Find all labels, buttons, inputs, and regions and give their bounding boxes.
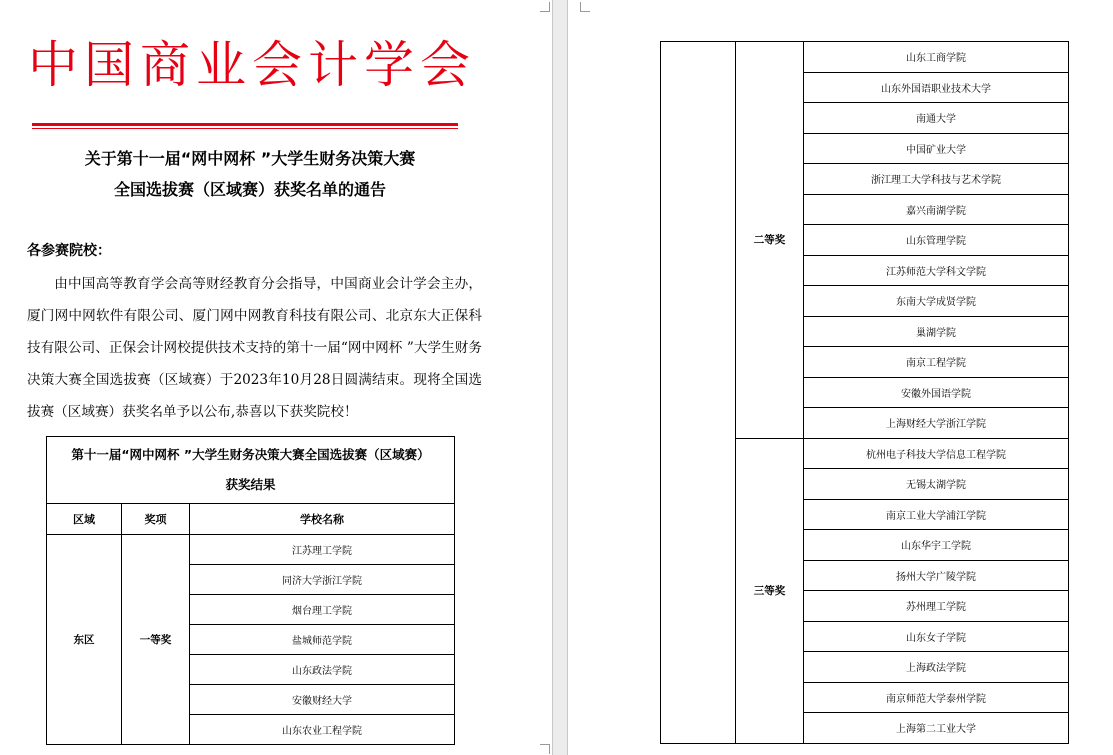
column-header-award: 奖项: [122, 504, 190, 535]
school-name-cell: 安徽外国语学院: [804, 377, 1069, 408]
school-name-cell: 嘉兴南湖学院: [804, 194, 1069, 225]
school-name-cell: 山东外国语职业技术大学: [804, 72, 1069, 103]
school-name-cell: 南京工业大学浦江学院: [804, 499, 1069, 530]
school-name-cell: 上海政法学院: [804, 652, 1069, 683]
document-page-left: [0, 0, 552, 755]
school-name-cell: 山东华宇工学院: [804, 530, 1069, 561]
school-name-cell: 山东农业工程学院: [190, 715, 455, 745]
notice-title-line-1: 关于第十一届“网中网杯 ”大学生财务决策大赛: [84, 149, 416, 168]
page-corner-mark: [580, 2, 590, 12]
table-caption: [47, 437, 455, 504]
school-name-cell: 中国矿业大学: [804, 133, 1069, 164]
school-name-cell: 安徽财经大学: [190, 685, 455, 715]
organization-letterhead: 中国商业会计学会: [28, 36, 476, 94]
school-name-cell: 江苏理工学院: [190, 535, 455, 565]
school-name-cell: 上海财经大学浙江学院: [804, 408, 1069, 439]
school-name-cell: 盐城师范学院: [190, 625, 455, 655]
table-row: [47, 535, 455, 565]
school-name-cell: 扬州大学广陵学院: [804, 560, 1069, 591]
page-corner-mark: [540, 2, 550, 12]
school-name-cell: 烟台理工学院: [190, 595, 455, 625]
school-name-cell: 巢湖学院: [804, 316, 1069, 347]
school-name-cell: 无锡太湖学院: [804, 469, 1069, 500]
school-name-cell: 南京师范大学泰州学院: [804, 682, 1069, 713]
table-caption-line-1: 第十一届“网中网杯 ”大学生财务决策大赛全国选拔赛（区域赛）: [71, 447, 430, 462]
page-edge-left: [552, 0, 553, 755]
award-cell: 一等奖: [122, 535, 190, 745]
school-name-cell: 山东政法学院: [190, 655, 455, 685]
table-caption-row: [47, 437, 455, 504]
award-cell: 二等奖: [736, 42, 804, 439]
school-name-cell: 江苏师范大学科文学院: [804, 255, 1069, 286]
school-name-cell: 南通大学: [804, 103, 1069, 134]
letterhead-rule-thick: [32, 123, 458, 126]
table-row: [661, 42, 1069, 73]
awards-table-page-1: [46, 436, 455, 745]
school-name-cell: 同济大学浙江学院: [190, 565, 455, 595]
table-caption-line-2: 获奖结果: [225, 477, 276, 492]
region-cell-continued: [661, 42, 736, 744]
awards-table-page-2: [660, 41, 1069, 744]
school-name-cell: 山东工商学院: [804, 42, 1069, 73]
school-name-cell: 苏州理工学院: [804, 591, 1069, 622]
school-name-cell: 杭州电子科技大学信息工程学院: [804, 438, 1069, 469]
award-cell: 三等奖: [736, 438, 804, 743]
school-name-cell: 浙江理工大学科技与艺术学院: [804, 164, 1069, 195]
region-cell: 东区: [47, 535, 122, 745]
page-corner-mark: [540, 744, 550, 754]
column-header-school: 学校名称: [190, 504, 455, 535]
school-name-cell: 上海第二工业大学: [804, 713, 1069, 744]
school-name-cell: 山东管理学院: [804, 225, 1069, 256]
column-header-region: 区域: [47, 504, 122, 535]
school-name-cell: 南京工程学院: [804, 347, 1069, 378]
salutation: 各参赛院校：: [27, 243, 111, 259]
notice-body-paragraph: 由中国高等教育学会高等财经教育分会指导，中国商业会计学会主办，厦门网中网软件有限公司、厦门网中网教育科技有限公司、北京东大正保科技有限公司、正保会计网校提供技术支持的第十一届“网中网杯 ”大学生财务决策大赛全国选拔赛（区域赛）于2023年10月28日圆满结束。现将全国选拔赛（区域赛）获奖名单予以公布,恭喜以下获奖院校！: [27, 276, 482, 420]
school-name-cell: 东南大学成贤学院: [804, 286, 1069, 317]
table-header-row: [47, 504, 455, 535]
notice-title-line-2: 全国选拔赛（区域赛）获奖名单的通告: [113, 180, 386, 199]
document-page-right: [568, 0, 1113, 755]
letterhead-rule-thin: [32, 128, 458, 129]
school-name-cell: 山东女子学院: [804, 621, 1069, 652]
